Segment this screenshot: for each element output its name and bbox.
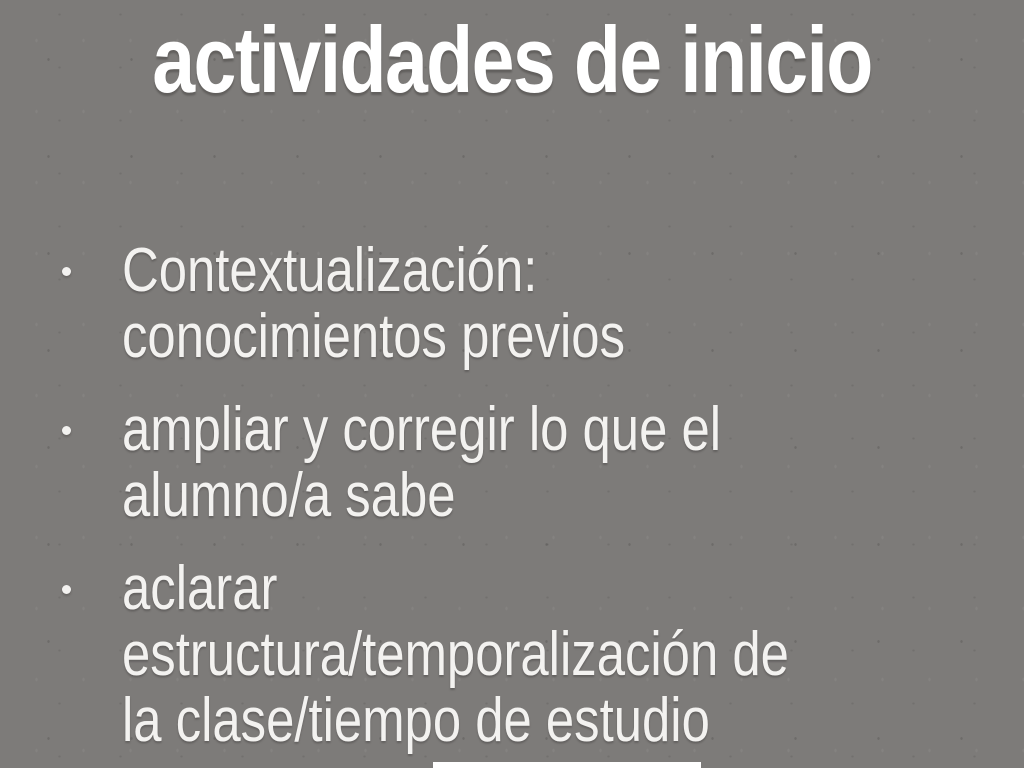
bullet-item xyxy=(40,238,1004,370)
progress-bar[interactable] xyxy=(433,762,701,768)
bullet-list xyxy=(40,238,1004,768)
bullet-item xyxy=(40,397,1004,529)
bullet-line: alumno/a sabe xyxy=(122,461,456,530)
bullet-item xyxy=(40,556,1004,754)
bullet-line: Contextualización: xyxy=(122,236,538,305)
slide-title: actividades de inicio xyxy=(152,7,872,112)
bullet-line: estructura/temporalización de xyxy=(122,620,789,689)
bullet-dot-icon xyxy=(62,426,71,435)
bullet-line: conocimientos previos xyxy=(122,302,625,371)
bullet-line: la clase/tiempo de estudio xyxy=(122,686,710,755)
bullet-dot-icon xyxy=(62,585,71,594)
bullet-dot-icon xyxy=(62,267,71,276)
bullet-line: ampliar y corregir lo que el xyxy=(122,395,722,464)
bullet-line: aclarar xyxy=(122,554,278,623)
